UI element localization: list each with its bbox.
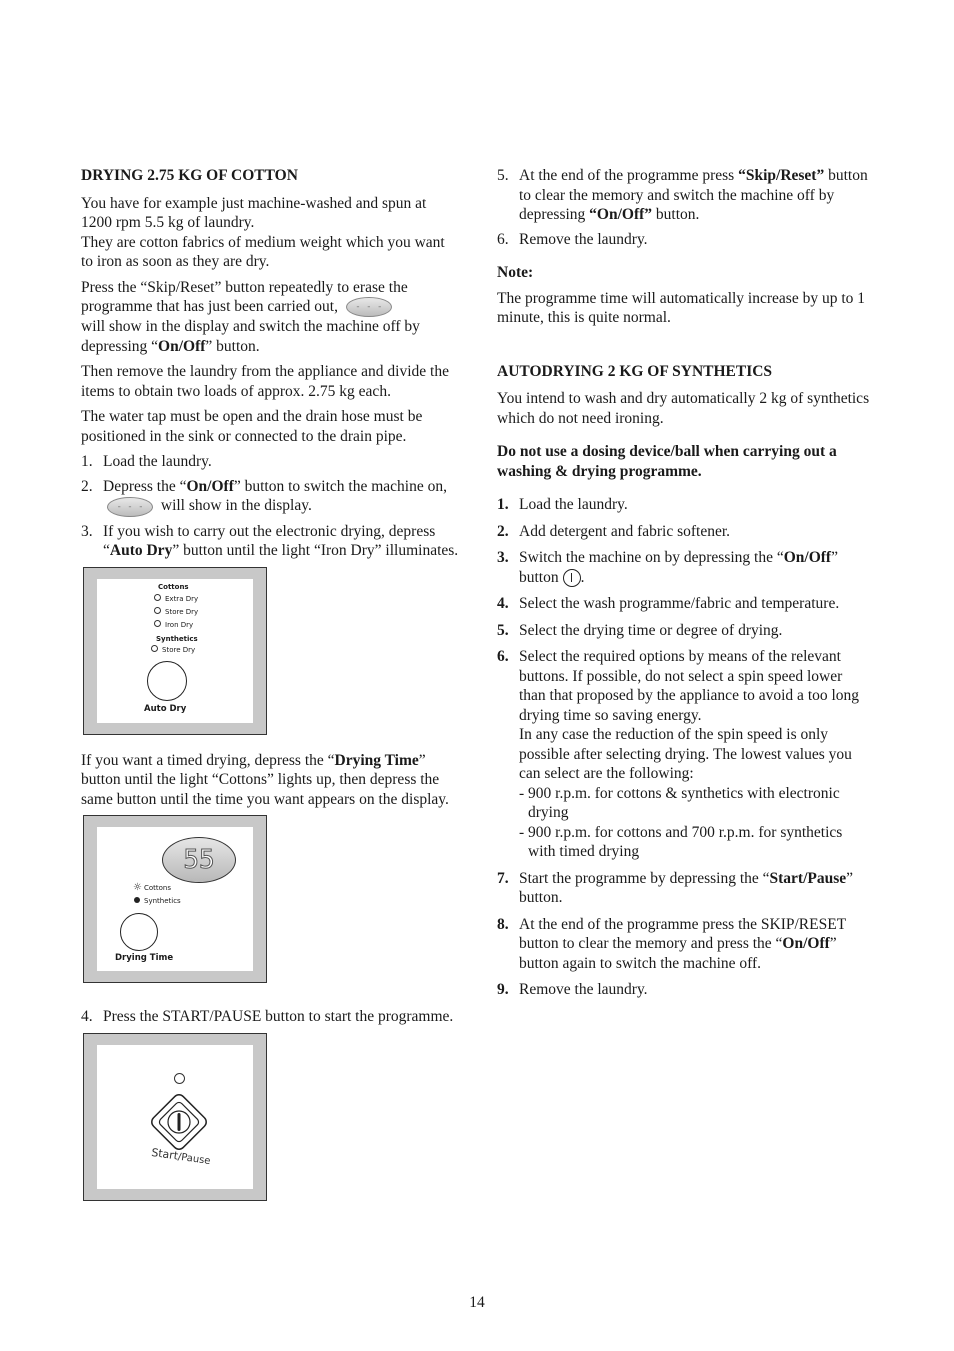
- drying-time-panel-figure: [83, 815, 267, 983]
- step-number: 4.: [497, 595, 509, 612]
- text: Switch the machine on by depressing the “: [519, 549, 784, 566]
- text: ” button until the light “Cottons” lights up, then depress the same button until the time you want appears on the display.: [81, 751, 449, 808]
- label-cottons: Cottons: [158, 582, 189, 591]
- step-number: 1.: [81, 453, 93, 471]
- display-icon: [346, 297, 392, 317]
- list-item: [497, 166, 871, 225]
- text: At the end of the programme press the SKIP/RESET button to clear the memory and press the “: [519, 915, 846, 952]
- led-icon: [154, 607, 161, 614]
- list-item: 3. Switch the machine on by depressing the “On/Off” button .: [497, 549, 838, 586]
- list-item: [497, 980, 871, 1000]
- auto-dry-panel-figure: [83, 567, 267, 735]
- display-symbol: - - -: [355, 302, 383, 313]
- text: They are cotton fabrics of medium weight which you want to iron as soon as they are dry.: [81, 233, 445, 270]
- label: Extra Dry: [165, 594, 199, 603]
- text: ” button.: [205, 337, 260, 355]
- text: - 900 r.p.m. for cottons and 700 r.p.m. for synthetics with timed drying: [519, 823, 843, 860]
- text: You have for example just machine-washed and spun at 1200 rpm 5.5 kg of laundry.: [81, 194, 427, 231]
- right-column: [497, 166, 871, 1005]
- indicator-store-dry: [154, 607, 198, 617]
- list-item: [81, 452, 459, 472]
- text: Start the programme by depressing the “: [519, 869, 770, 887]
- text: Load the laundry.: [519, 496, 628, 513]
- text: If you wish to carry out the electronic drying, depress “: [103, 522, 436, 560]
- text: Select the drying time or degree of drying.: [519, 621, 783, 639]
- start-pause-panel-figure: [83, 1033, 267, 1201]
- text: Add detergent and fabric softener.: [519, 522, 731, 540]
- list-item: [497, 495, 871, 515]
- text-bold: Start/Pause: [769, 869, 847, 887]
- list-item: [497, 869, 871, 908]
- label: Store Dry: [162, 645, 196, 654]
- label: Cottons: [143, 884, 171, 893]
- indicator-iron-dry: [154, 620, 193, 630]
- text: ” button: [519, 549, 838, 586]
- step-number: 1.: [497, 496, 509, 513]
- display-value: 55: [183, 845, 215, 876]
- warning-text: Do not use a dosing device/ball when carrying out a washing & drying programme.: [497, 443, 837, 480]
- paragraph: [81, 751, 459, 810]
- indicator-extra-dry: [154, 594, 198, 604]
- list-item: [497, 230, 871, 250]
- text-bold: “Skip/Reset”: [738, 167, 825, 184]
- paragraph: [81, 278, 459, 357]
- led-icon: [151, 645, 158, 652]
- step-number: 5.: [497, 621, 509, 639]
- text-bold: Drying Time: [334, 751, 419, 769]
- text: At the end of the programme press: [519, 167, 739, 184]
- display-symbol: - - -: [116, 501, 144, 512]
- page-number: 14: [469, 1294, 485, 1311]
- led-icon: [154, 594, 161, 601]
- text: will show in the display.: [160, 497, 312, 515]
- text: If you want a timed drying, depress the “: [81, 751, 335, 769]
- step-number: 7.: [497, 869, 509, 887]
- section-heading-synthetics: AUTODRYING 2 KG OF SYNTHETICS: [497, 362, 773, 380]
- label: Store Dry: [165, 607, 199, 616]
- steps-list: [81, 1007, 459, 1027]
- panel-face: [97, 1045, 253, 1189]
- label-drying-time: Drying Time: [115, 953, 174, 964]
- text-bold: On/Off: [782, 935, 830, 952]
- label: Iron Dry: [165, 620, 194, 629]
- text: Remove the laundry.: [519, 981, 648, 998]
- text: Depress the “: [103, 477, 187, 495]
- step-number: 2.: [497, 522, 509, 540]
- list-item: [497, 594, 871, 614]
- steps-list: [81, 452, 459, 560]
- step-number: 9.: [497, 981, 509, 998]
- steps-list: [497, 495, 871, 1000]
- list-item: [497, 647, 871, 862]
- panel-face: [97, 827, 253, 971]
- auto-dry-button-icon: [147, 661, 187, 701]
- left-column: [81, 166, 459, 1205]
- step-number: 4.: [81, 1008, 93, 1026]
- note-heading: Note:: [497, 264, 534, 281]
- label-auto-dry: Auto Dry: [144, 703, 187, 714]
- text-bold: Auto Dry: [109, 542, 173, 560]
- paragraph: Then remove the laundry from the appliance and divide the items to obtain two loads of approx. 2.75 kg each.: [81, 363, 449, 400]
- text: Select the required options by means of the relevant buttons. If possible, do not select a spin speed lower than that proposed by the appliance to avoid a too long drying time so saving energy.: [519, 648, 860, 724]
- text: Remove the laundry.: [519, 230, 648, 248]
- text: ” button until the light “Iron Dry” illuminates.: [172, 542, 459, 560]
- text: In any case the reduction of the spin speed is only possible after selecting drying. The lowest values you can select are the following:: [519, 726, 852, 782]
- list-item: [497, 621, 871, 641]
- list-item: [497, 522, 871, 542]
- label: /Pause: [177, 1151, 212, 1167]
- text: button.: [652, 206, 700, 223]
- panel-face: [97, 579, 253, 723]
- step-number: 3.: [497, 549, 509, 566]
- text: - 900 r.p.m. for cottons & synthetics with electronic drying: [519, 784, 840, 821]
- text: ” button.: [519, 869, 854, 906]
- text: ” button to switch the machine on,: [233, 477, 447, 495]
- display-icon: [107, 497, 153, 517]
- note-text: The programme time will automatically increase by up to 1 minute, this is quite normal.: [497, 289, 866, 326]
- led-icon: [134, 897, 140, 903]
- list-item: [497, 915, 871, 974]
- time-display: [162, 837, 236, 883]
- text: Load the laundry.: [103, 453, 212, 471]
- list-item: [81, 477, 459, 517]
- text-bold: On/Off: [186, 477, 234, 495]
- paragraph: The water tap must be open and the drain hose must be positioned in the sink or connected to the drain pipe.: [81, 408, 423, 445]
- step-number: 5.: [497, 167, 509, 184]
- paragraph: [81, 194, 459, 272]
- indicator-cottons: [133, 883, 171, 893]
- section-heading-cotton: DRYING 2.75 KG OF COTTON: [81, 167, 298, 184]
- paragraph: You intend to wash and dry automatically 2 kg of synthetics which do not need ironing.: [497, 390, 870, 427]
- step-number: 6.: [497, 230, 509, 248]
- text-bold: “On/Off”: [589, 206, 653, 223]
- indicator-syn-store-dry: [151, 645, 195, 655]
- steps-list: [497, 166, 871, 249]
- indicator-synthetics: [134, 897, 181, 906]
- step-number: 2.: [81, 477, 93, 495]
- led-icon: [154, 620, 161, 627]
- drying-time-button-icon: [120, 913, 158, 951]
- text: will show in the display and switch the machine off by depressing “: [81, 318, 420, 355]
- step-number: 3.: [81, 522, 93, 540]
- text: Press the START/PAUSE button to start the programme.: [103, 1008, 454, 1026]
- led-icon: [174, 1073, 185, 1084]
- text-bold: On/Off: [783, 549, 832, 566]
- label: Synthetics: [144, 897, 181, 906]
- text: Select the wash programme/fabric and temperature.: [519, 595, 840, 612]
- list-item: [81, 1007, 459, 1027]
- list-item: [81, 522, 459, 561]
- step-number: 6.: [497, 648, 509, 665]
- step-number: 8.: [497, 915, 509, 933]
- text: ” button again to switch the machine off.: [519, 935, 837, 972]
- sun-icon: ☼: [133, 882, 142, 894]
- label-synthetics: Synthetics: [156, 634, 198, 643]
- text: Press the “Skip/Reset” button repeatedly to erase the programme that has just been carried out,: [81, 278, 408, 315]
- text: button to clear the memory and switch the machine off by depressing: [519, 167, 868, 223]
- text-bold: On/Off: [158, 337, 206, 355]
- power-icon: [563, 569, 581, 587]
- label: Start: [150, 1145, 179, 1163]
